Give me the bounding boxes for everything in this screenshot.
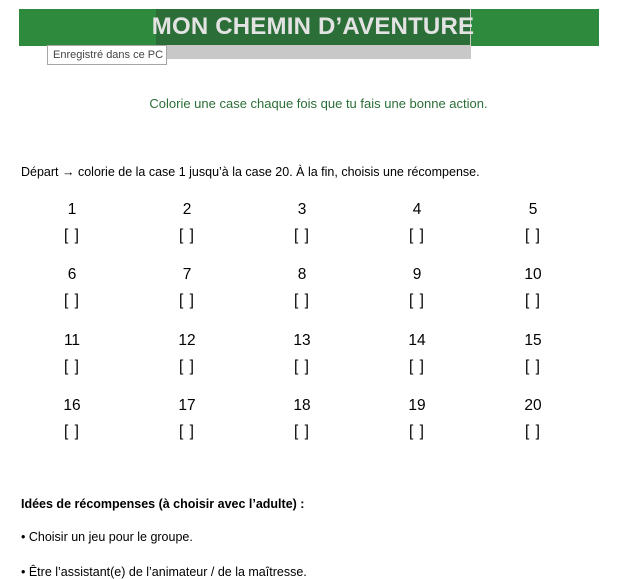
case-checkbox[interactable]: [ ] [525, 423, 541, 440]
case-17[interactable] [147, 398, 227, 440]
case-number: 4 [412, 201, 422, 218]
case-9[interactable] [377, 267, 457, 309]
case-checkbox[interactable]: [ ] [179, 358, 195, 375]
case-number: 9 [412, 266, 422, 283]
case-number: 17 [178, 397, 196, 414]
case-16[interactable] [32, 398, 112, 440]
case-checkbox[interactable]: [ ] [525, 358, 541, 375]
case-number: 8 [297, 266, 307, 283]
instruction-text: Colorie une case chaque fois que tu fais une bonne action. [149, 96, 488, 111]
case-checkbox[interactable]: [ ] [179, 227, 195, 244]
case-number: 18 [293, 397, 311, 414]
case-number: 3 [297, 201, 307, 218]
case-number: 11 [63, 332, 81, 349]
case-number: 16 [63, 397, 81, 414]
case-number: 19 [408, 397, 426, 414]
case-number: 20 [524, 397, 542, 414]
case-number: 2 [182, 201, 192, 218]
case-number: 10 [524, 266, 542, 283]
rewards-heading: Idées de récompenses (à choisir avec l’adulte) : [21, 497, 305, 511]
case-checkbox[interactable]: [ ] [409, 292, 425, 309]
case-8[interactable] [262, 267, 342, 309]
case-number: 7 [182, 266, 192, 283]
case-checkbox[interactable]: [ ] [64, 423, 80, 440]
case-checkbox[interactable]: [ ] [294, 292, 310, 309]
case-20[interactable] [493, 398, 573, 440]
case-12[interactable] [147, 333, 227, 375]
case-10[interactable] [493, 267, 573, 309]
case-checkbox[interactable]: [ ] [64, 358, 80, 375]
title-box [151, 9, 475, 45]
case-number: 15 [524, 332, 542, 349]
reward-item: • Être l’assistant(e) de l’animateur / de la maîtresse. [21, 565, 307, 579]
case-checkbox[interactable]: [ ] [294, 423, 310, 440]
case-13[interactable] [262, 333, 342, 375]
case-number: 13 [293, 332, 311, 349]
case-3[interactable] [262, 202, 342, 244]
case-checkbox[interactable]: [ ] [294, 227, 310, 244]
case-14[interactable] [377, 333, 457, 375]
case-checkbox[interactable]: [ ] [409, 227, 425, 244]
case-18[interactable] [262, 398, 342, 440]
case-number: 1 [67, 201, 77, 218]
case-checkbox[interactable]: [ ] [64, 227, 80, 244]
case-checkbox[interactable]: [ ] [179, 423, 195, 440]
case-checkbox[interactable]: [ ] [525, 292, 541, 309]
document-title: MON CHEMIN D’AVENTURE [151, 13, 475, 40]
case-checkbox[interactable]: [ ] [409, 423, 425, 440]
case-4[interactable] [377, 202, 457, 244]
case-7[interactable] [147, 267, 227, 309]
case-6[interactable] [32, 267, 112, 309]
case-checkbox[interactable]: [ ] [179, 292, 195, 309]
case-number: 14 [408, 332, 426, 349]
case-5[interactable] [493, 202, 573, 244]
case-checkbox[interactable]: [ ] [525, 227, 541, 244]
reward-item: • Choisir un jeu pour le groupe. [21, 530, 193, 544]
case-number: 6 [67, 266, 77, 283]
case-checkbox[interactable]: [ ] [294, 358, 310, 375]
case-1[interactable] [32, 202, 112, 244]
case-19[interactable] [377, 398, 457, 440]
intro-text: Départ → colorie de la case 1 jusqu’à la case 20. À la fin, choisis une récompense. [21, 165, 480, 179]
case-checkbox[interactable]: [ ] [64, 292, 80, 309]
case-checkbox[interactable]: [ ] [409, 358, 425, 375]
case-number: 12 [178, 332, 196, 349]
case-2[interactable] [147, 202, 227, 244]
saved-status-tooltip: Enregistré dans ce PC [47, 45, 167, 65]
case-11[interactable] [32, 333, 112, 375]
case-15[interactable] [493, 333, 573, 375]
case-number: 5 [528, 201, 538, 218]
